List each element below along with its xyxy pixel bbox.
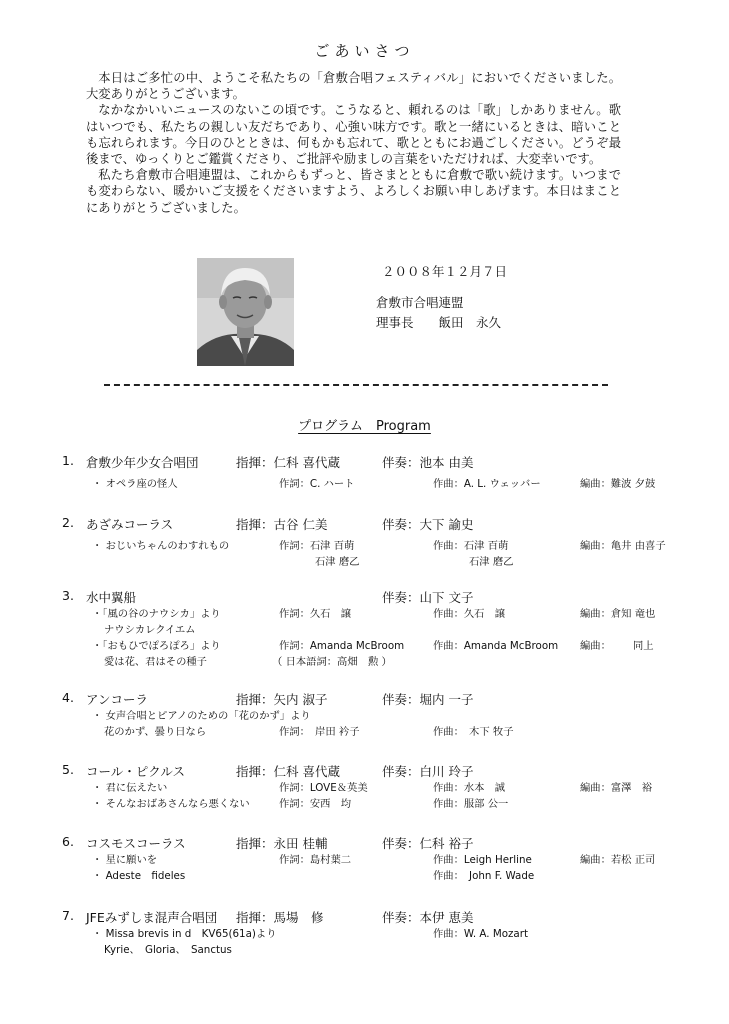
pianist: 伴奏：大下 諭史 xyxy=(382,517,474,532)
song-title: ・ Adeste fideles xyxy=(92,870,186,882)
composer: 作曲：服部 公一 xyxy=(433,798,509,810)
lyricist: 作詞：久石 譲 xyxy=(279,608,352,620)
greeting-paragraph: 本日はご多忙の中、ようこそ私たちの「倉敷合唱フェスティバル」においでくださいました。大変ありがとうございます。 xyxy=(86,71,621,102)
group-name: コスモスコーラス xyxy=(86,836,186,851)
group-number: 3. xyxy=(62,588,74,603)
group-name: 倉敷少年少女合唱団 xyxy=(86,455,199,470)
composer: 作曲： John F. Wade xyxy=(433,870,535,882)
conductor: 指揮：永田 桂輔 xyxy=(236,836,328,851)
pianist: 伴奏：山下 文子 xyxy=(382,590,474,605)
program-title: プログラム Program xyxy=(298,419,431,434)
arranger: 編曲：倉知 竜也 xyxy=(580,608,656,620)
composer: 作曲：W. A. Mozart xyxy=(433,928,529,940)
composer: 作曲：Leigh Herline xyxy=(433,854,532,866)
organization-name: 倉敷市合唱連盟 xyxy=(376,295,464,310)
pianist: 伴奏：池本 由美 xyxy=(382,455,474,470)
song-title: ・ 女声合唱とピアノのための「花のかず」より xyxy=(92,710,311,722)
group-number: 5. xyxy=(62,762,74,777)
song-subtitle: ナウシカレクイエム xyxy=(104,624,196,636)
song-title: ・ そんなおばあさんなら悪くない xyxy=(92,798,250,810)
conductor: 指揮：仁科 喜代蔵 xyxy=(236,455,340,470)
song-title: ・ おじいちゃんのわすれもの xyxy=(92,540,230,552)
composer: 作曲：Amanda McBroom xyxy=(433,640,559,652)
song-title: ・ Missa brevis in d KV65(61a)より xyxy=(92,928,277,940)
song-title: ・ 星に願いを xyxy=(92,854,158,866)
group-number: 2. xyxy=(62,515,74,530)
group-name: アンコーラ xyxy=(86,692,149,707)
group-name: JFEみずしま混声合唱団 xyxy=(86,910,218,925)
lyricist-japanese: （ 日本語詞：高畑 勲 ） xyxy=(272,656,392,668)
pianist: 伴奏：白川 玲子 xyxy=(382,764,474,779)
song-subtitle: 愛は花、君はその種子 xyxy=(104,656,207,668)
conductor: 指揮：仁科 喜代蔵 xyxy=(236,764,340,779)
pianist: 伴奏：堀内 一子 xyxy=(382,692,474,707)
song-title: ・「おもひでぽろぽろ」より xyxy=(92,640,221,652)
pianist: 伴奏：仁科 裕子 xyxy=(382,836,474,851)
arranger: 編曲： xyxy=(580,640,611,652)
group-number: 7. xyxy=(62,908,74,923)
conductor: 指揮：矢内 淑子 xyxy=(236,692,328,707)
song-title: ・ 君に伝えたい xyxy=(92,782,168,794)
section-divider xyxy=(104,384,608,386)
lyricist: 作詞：石津 百萌 xyxy=(279,540,355,552)
greeting-paragraph: 私たち倉敷市合唱連盟は、これからもずっと、皆さまとともに倉敷で歌い続けます。いつまでも変わらない、暖かいご支援をくださいますよう、よろしくお願い申しあげます。本日はまことにありがとうございました。 xyxy=(86,168,621,215)
greeting-body xyxy=(86,70,621,216)
lyricist: 作詞： 岸田 衿子 xyxy=(279,726,360,738)
composer-2: 石津 磨乙 xyxy=(469,556,514,568)
composer: 作曲：A. L. ウェッバー xyxy=(433,478,541,490)
lyricist: 作詞：島村葉二 xyxy=(279,854,352,866)
lyricist: 作詞：Amanda McBroom xyxy=(279,640,405,652)
composer: 作曲：久石 譲 xyxy=(433,608,506,620)
composer: 作曲： 木下 牧子 xyxy=(433,726,514,738)
arranger: 編曲：若松 正司 xyxy=(580,854,656,866)
arranger: 編曲：難波 夕鼓 xyxy=(580,478,656,490)
lyricist: 作詞：LOVE＆英美 xyxy=(279,782,368,794)
group-name: あざみコーラス xyxy=(86,517,174,532)
composer: 作曲：水本 誠 xyxy=(433,782,506,794)
portrait-photo xyxy=(197,258,294,366)
composer: 作曲：石津 百萌 xyxy=(433,540,509,552)
conductor: 指揮：馬場 修 xyxy=(236,910,324,925)
greeting-date: ２００８年１２月７日 xyxy=(382,264,508,279)
song-title: ・「風の谷のナウシカ」より xyxy=(92,608,221,620)
lyricist: 作詞：安西 均 xyxy=(279,798,352,810)
greeting-title: ごあいさつ xyxy=(314,42,415,60)
conductor: 指揮：古谷 仁美 xyxy=(236,517,328,532)
arranger-same: 同上 xyxy=(633,640,654,652)
arranger: 編曲：富澤 裕 xyxy=(580,782,653,794)
group-name: 水中翼船 xyxy=(86,590,137,605)
lyricist-2: 石津 磨乙 xyxy=(315,556,360,568)
group-number: 4. xyxy=(62,690,74,705)
portrait-illustration xyxy=(197,258,294,366)
pianist: 伴奏：本伊 恵美 xyxy=(382,910,474,925)
song-subtitle: 花のかず、曇り日なら xyxy=(104,726,207,738)
greeting-paragraph: なかなかいいニュースのないこの頃です。こうなると、頼れるのは「歌」しかありません。歌はいつでも、私たちの親しい友だちであり、心強い味方です。歌と一緒にいるときは、暗いことも忘れられます。今日のひとときは、何もかも忘れて、歌とともにお過ごしください。どうぞ最後まで、ゆっくりとご鑑賞くださり、ご批評や励ましの言葉をいただければ、大変幸いです。 xyxy=(86,103,621,167)
group-number: 6. xyxy=(62,834,74,849)
arranger: 編曲：亀井 由喜子 xyxy=(580,540,666,552)
signer-name: 理事長 飯田 永久 xyxy=(376,315,502,330)
song-subtitle: Kyrie、 Gloria、 Sanctus xyxy=(104,944,232,956)
group-name: コール・ピクルス xyxy=(86,764,186,779)
song-title: ・ オペラ座の怪人 xyxy=(92,478,178,490)
group-number: 1. xyxy=(62,453,74,468)
lyricist: 作詞：C. ハート xyxy=(279,478,355,490)
